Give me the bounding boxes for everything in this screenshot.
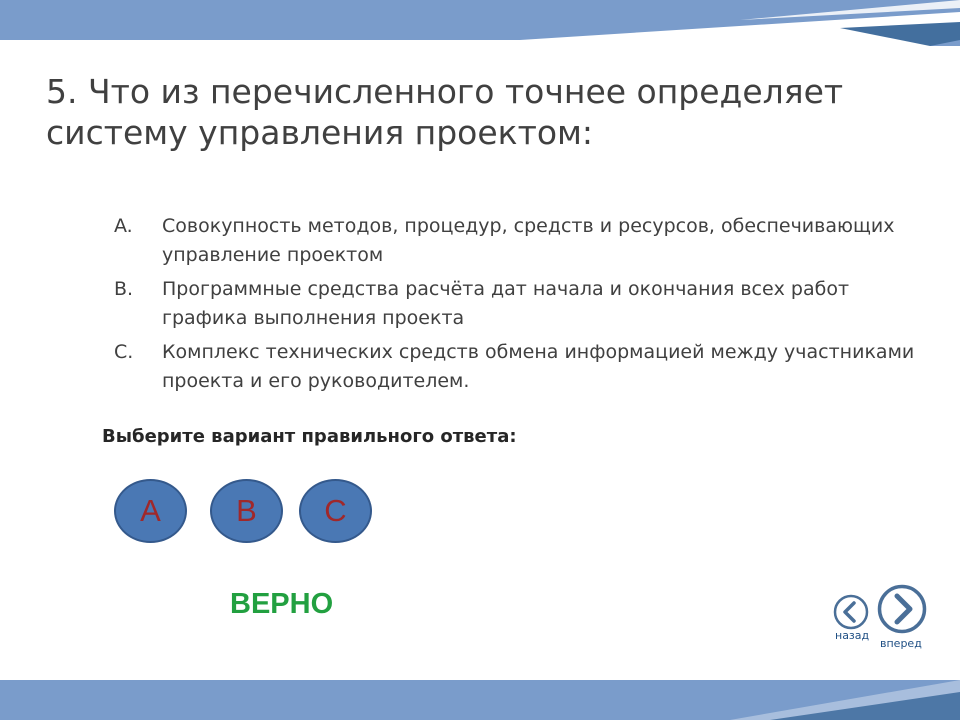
answer-text: Комплекс технических средств обмена информацией между участниками проекта и его руководителем. [162, 341, 915, 392]
bottom-decorative-band [0, 676, 960, 720]
chevron-left-circle-icon [833, 594, 869, 630]
result-message: ВЕРНО [230, 588, 334, 620]
answer-prompt: Выберите вариант правильного ответа: [102, 426, 517, 447]
answer-option-b [114, 275, 924, 333]
answer-text: Совокупность методов, процедур, средств и ресурсов, обеспечивающих управление проектом [162, 215, 895, 266]
choice-a-button[interactable]: A [114, 479, 187, 543]
top-decorative-band [0, 0, 960, 46]
answer-list [114, 212, 924, 401]
answer-text: Программные средства расчёта дат начала и окончания всех работ графика выполнения проекта [162, 278, 850, 329]
answer-letter: A. [114, 215, 133, 237]
choice-b-button[interactable]: B [210, 479, 283, 543]
answer-option-a [114, 212, 924, 270]
back-label[interactable]: назад [835, 629, 870, 642]
answer-option-c [114, 338, 924, 396]
forward-button[interactable] [877, 584, 927, 634]
question-title: 5. Что из перечисленного точнее определяет систему управления проектом: [46, 72, 844, 152]
answer-letter: B. [114, 278, 134, 300]
forward-label[interactable]: вперед [880, 637, 922, 650]
chevron-right-circle-icon [877, 584, 927, 634]
choice-c-button[interactable]: C [299, 479, 372, 543]
answer-letter: C. [114, 341, 134, 363]
back-button[interactable] [833, 594, 869, 630]
